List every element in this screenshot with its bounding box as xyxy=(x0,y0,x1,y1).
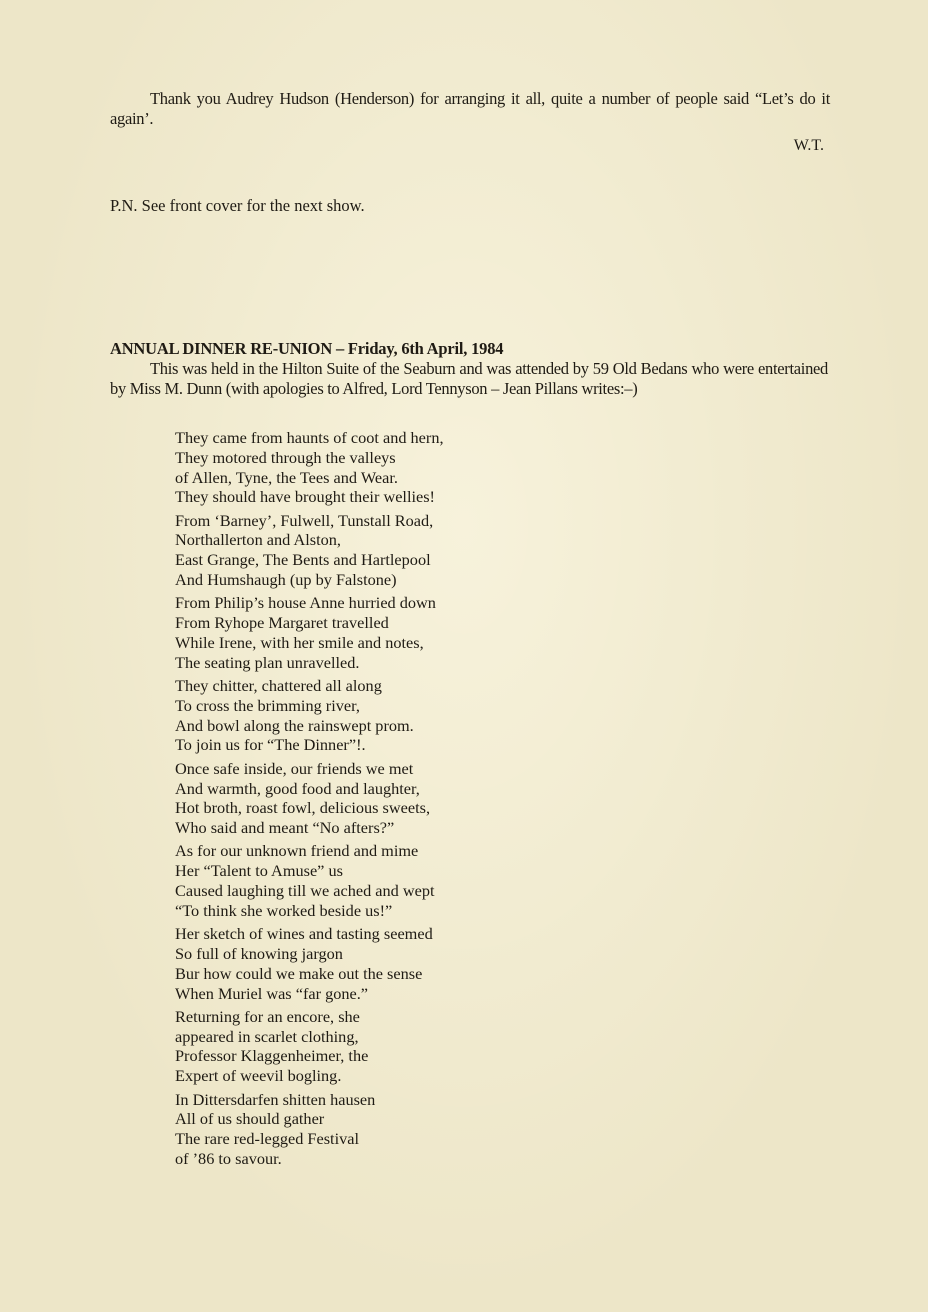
poem-line: They should have brought their wellies! xyxy=(175,487,435,507)
poem-stanza xyxy=(175,511,444,590)
poem-stanza xyxy=(175,841,444,920)
poem-line: of ’86 to savour. xyxy=(175,1148,282,1168)
poem-line: To cross the brimming river, xyxy=(175,695,360,715)
poem-line: They came from haunts of coot and hern, xyxy=(175,428,444,447)
poem-line: Who said and meant “No afters?” xyxy=(175,818,395,838)
section-heading: ANNUAL DINNER RE-UNION – Friday, 6th April, 1984 xyxy=(110,339,504,358)
poem-stanza xyxy=(175,924,444,1003)
poem-line: of Allen, Tyne, the Tees and Wear. xyxy=(175,467,398,487)
poem-line: appeared in scarlet clothing, xyxy=(175,1026,359,1046)
poem-line: While Irene, with her smile and notes, xyxy=(175,632,424,652)
postscript-note: P.N. See front cover for the next show. xyxy=(110,196,365,215)
poem-stanza xyxy=(175,1090,444,1169)
poem-line: When Muriel was “far gone.” xyxy=(175,983,369,1003)
poem-line: Northallerton and Alston, xyxy=(175,530,341,550)
poem-line: Her sketch of wines and tasting seemed xyxy=(175,924,433,944)
poem-stanza xyxy=(175,676,444,755)
poem-line: To join us for “The Dinner”!. xyxy=(175,735,366,755)
poem-line: They chitter, chattered all along xyxy=(175,676,382,696)
poem-line: Once safe inside, our friends we met xyxy=(175,758,414,778)
poem-stanza xyxy=(175,759,444,838)
poem-line: And bowl along the rainswept prom. xyxy=(175,715,414,735)
poem-line: So full of knowing jargon xyxy=(175,943,343,963)
poem-line: The seating plan unravelled. xyxy=(175,652,360,672)
poem-line: As for our unknown friend and mime xyxy=(175,841,419,861)
poem-line: “To think she worked beside us!” xyxy=(175,900,393,920)
poem-line: All of us should gather xyxy=(175,1109,325,1129)
author-initials: W.T. xyxy=(793,137,824,154)
poem-line: And Humshaugh (up by Falstone) xyxy=(175,570,397,590)
poem xyxy=(175,428,444,1172)
poem-line: They motored through the valleys xyxy=(175,447,396,467)
poem-line: Bur how could we make out the sense xyxy=(175,963,423,983)
poem-line: From Philip’s house Anne hurried down xyxy=(175,593,436,613)
poem-line: In Dittersdarfen shitten hausen xyxy=(175,1089,376,1109)
poem-line: East Grange, The Bents and Hartlepool xyxy=(175,550,431,570)
poem-line: Hot broth, roast fowl, delicious sweets, xyxy=(175,798,431,818)
poem-line: Caused laughing till we ached and wept xyxy=(175,881,435,901)
poem-stanza xyxy=(175,593,444,672)
poem-line: Professor Klaggenheimer, the xyxy=(175,1046,369,1066)
poem-line: Expert of weevil bogling. xyxy=(175,1066,342,1086)
poem-line: The rare red-legged Festival xyxy=(175,1129,359,1149)
poem-line: From ‘Barney’, Fulwell, Tunstall Road, xyxy=(175,510,434,530)
poem-stanza xyxy=(175,428,444,507)
poem-line: And warmth, good food and laughter, xyxy=(175,778,420,798)
poem-line: Her “Talent to Amuse” us xyxy=(175,861,343,881)
section-intro: This was held in the Hilton Suite of the Seaburn and was attended by 59 Old Bedans who were entertained by Miss M. Dunn (with apologies to Alfred, Lord Tennyson – Jean Pillans writes:–) xyxy=(110,359,828,398)
poem-line: From Ryhope Margaret travelled xyxy=(175,613,389,633)
poem-stanza xyxy=(175,1007,444,1086)
thanks-paragraph: Thank you Audrey Hudson (Henderson) for arranging it all, quite a number of people said “Let’s do it again’. xyxy=(110,89,830,128)
poem-line: Returning for an encore, she xyxy=(175,1006,360,1026)
